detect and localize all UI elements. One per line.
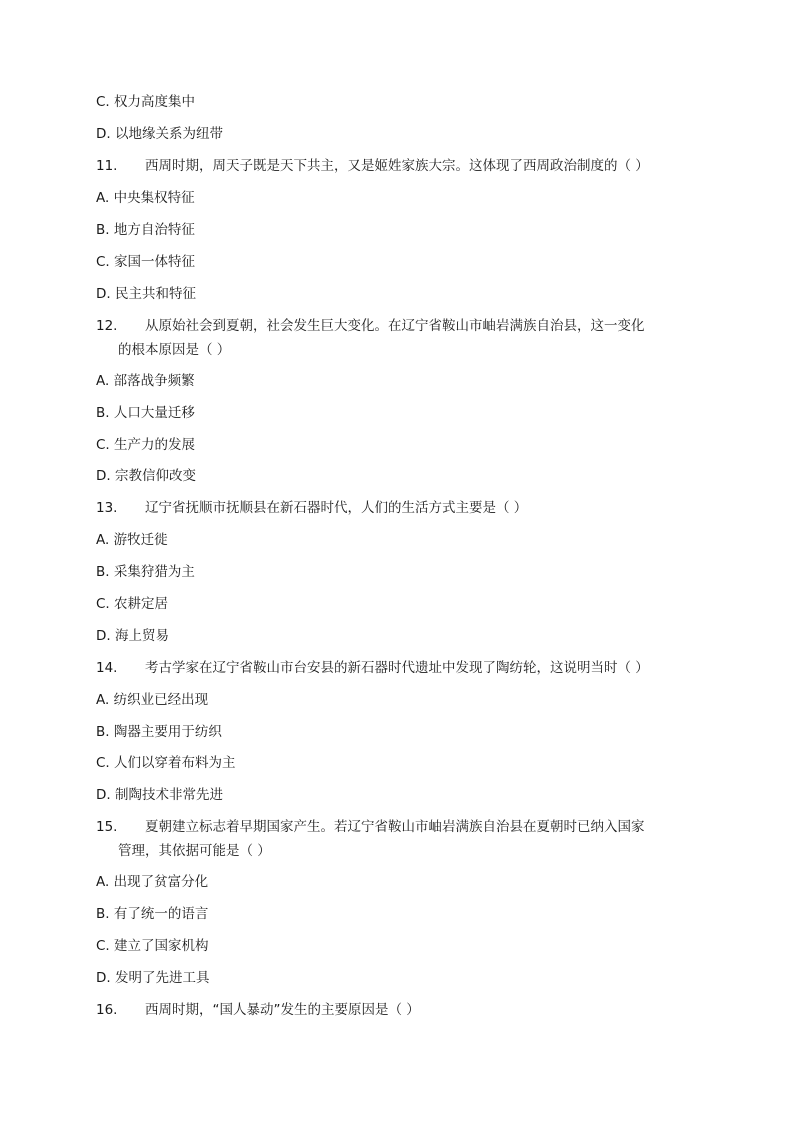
option-line: D. 宗教信仰改变 — [96, 468, 196, 484]
question-number: 13. — [96, 500, 118, 516]
question-number: 12. — [96, 318, 118, 334]
question-line — [96, 817, 645, 837]
option-line: D. 以地缘关系为纽带 — [96, 126, 223, 142]
option-line: D. 制陶技术非常先进 — [96, 787, 223, 803]
question-continuation: 的根本原因是（ ） — [118, 342, 231, 358]
option-line: A. 出现了贫富分化 — [96, 874, 209, 890]
option-line: D. 海上贸易 — [96, 628, 169, 644]
question-continuation: 管理，其依据可能是（ ） — [118, 843, 271, 859]
question-number: 14. — [96, 660, 118, 676]
question-text: 西周时期，周天子既是天下共主，又是姬姓家族大宗。这体现了西周政治制度的（ ） — [145, 158, 649, 174]
question-line — [96, 316, 645, 336]
question-text: 夏朝建立标志着早期国家产生。若辽宁省鞍山市岫岩满族自治县在夏朝时已纳入国家 — [145, 819, 645, 835]
question-text: 西周时期，“国人暴动”发生的主要原因是（ ） — [145, 1002, 420, 1018]
option-line: A. 中央集权特征 — [96, 190, 195, 206]
option-line: C. 家国一体特征 — [96, 254, 196, 270]
option-line: B. 地方自治特征 — [96, 222, 195, 238]
option-line: C. 生产力的发展 — [96, 437, 196, 453]
option-line: D. 民主共和特征 — [96, 286, 196, 302]
question-number: 11. — [96, 158, 118, 174]
question-text: 考古学家在辽宁省鞍山市台安县的新石器时代遗址中发现了陶纺轮，这说明当时（ ） — [145, 660, 649, 676]
option-line: C. 建立了国家机构 — [96, 938, 209, 954]
question-line — [96, 1000, 420, 1020]
question-text: 辽宁省抚顺市抚顺县在新石器时代，人们的生活方式主要是（ ） — [145, 500, 528, 516]
option-line: B. 陶器主要用于纺织 — [96, 724, 222, 740]
option-line: D. 发明了先进工具 — [96, 970, 210, 986]
option-line: C. 权力高度集中 — [96, 94, 196, 110]
question-number: 16. — [96, 1002, 118, 1018]
question-line — [96, 498, 527, 518]
option-line: B. 采集狩猎为主 — [96, 564, 195, 580]
question-line — [96, 658, 649, 678]
option-line: A. 游牧迁徙 — [96, 532, 168, 548]
option-line: B. 有了统一的语言 — [96, 906, 209, 922]
question-number: 15. — [96, 819, 118, 835]
option-line: A. 部落战争频繁 — [96, 373, 195, 389]
option-line: A. 纺织业已经出现 — [96, 692, 209, 708]
question-line — [96, 156, 649, 176]
option-line: C. 人们以穿着布料为主 — [96, 755, 236, 771]
option-line: C. 农耕定居 — [96, 596, 169, 612]
option-line: B. 人口大量迁移 — [96, 405, 195, 421]
question-text: 从原始社会到夏朝，社会发生巨大变化。在辽宁省鞍山市岫岩满族自治县，这一变化 — [145, 318, 645, 334]
